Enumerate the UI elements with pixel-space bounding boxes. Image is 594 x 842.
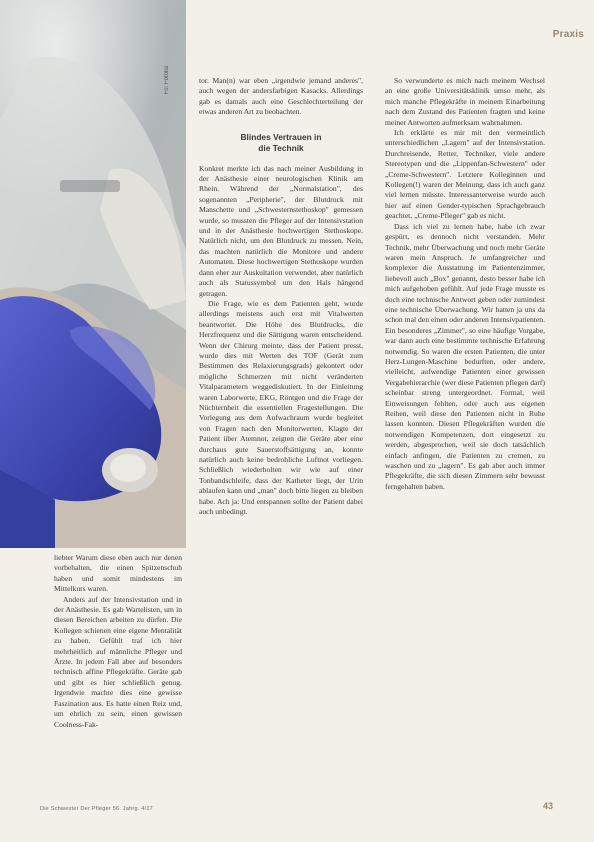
gloved-hand-illustration (0, 0, 186, 548)
paragraph: Die Frage, wie es dem Patienten geht, wurde allerdings meistens auch erst mit Vitalwerten beantwortet. Die Höhe des Blutdrucks, die Herzfrequenz und die Sättigung waren entscheidend. Wenn der Chirurg meinte, dass der Patient presst, wurde dies mit Werten des TOF (Gerät zum Bestimmen des Relaxierungsgrads) gekontert oder mögliche Schmerzen mit nicht veränderten Vitalparametern weggediskutiert. In der Einleitung waren Laborwerte, EKG, Röntgen und die Frage der Nüchternheit die essentiellen Fragestellungen. Die Vorlegung aus dem Aufwachraum wurde begleitet von Fragen nach den Monitorwerten. Klagte der Patient über Atemnot, zeigten die Geräte aber eine durchaus gute Sauerstoffsättigung an, konnte natürlich auch keine bedrohliche Luftnot vorliegen. Schließlich wiederholten wir wie auf einer Tonbandschleife, dass der Katheter liegt, der Urin ablaufen kann und „man" doch bitte liegen zu bleiben habe. Ach ja: Und entspannen sollte der Patient dabei auch unbedingt. (199, 298, 363, 517)
text-column-3 (385, 76, 545, 492)
subheading-line: Blindes Vertrauen in (240, 131, 322, 142)
text-column-2 (199, 76, 363, 517)
paragraph: Dass ich viel zu lernen habe, habe ich zwar gespürt, es dennoch nicht verstanden. Mehr Technik, mehr Überwachung und noch mehr Geräte waren mein Anspruch. Je umfangreicher und komplexer die Ausstattung im Patientenzimmer, liebevoll auch „Box" genannt, desto besser habe ich mich aufgehoben gefühlt. Auf jede Frage musste es doch eine technische Antwort geben oder zumindest eine technische Überwachung. Wir hatten ja uns da schon mal den einen oder anderen Intensivpatienten. Ein besonderes „Zimmer", so eine häufige Vorgabe, war dann auch eine bestimmte technische Erfahrung notwendig. So waren die ersten Patienten, die unter Herz-Lungen-Maschine bedurften, oder andere, vielleicht, aufwendige Patienten einer gewissen Vergabehierarchie (wer diese Patienten pflegen darf) scheinbar streng untergeordnet. Formal, weil Einweisungen fehlten, oder auch aus eigenen Reihen, weil diese den Patienten nicht in Ruhe lassen konnten. Diesen Pflegekräften wurden die notwendigen Kompetenzen, dort eingesetzt zu werden, abgesprochen, weil sie doch tatsächlich einfach anfingen, die Patienten zu cremen, zu waschen und zu „lagern". Es gab aber auch immer Pflegekräfte, die sich diesen Zimmern sehr bewusst ferngehalten haben. (385, 221, 545, 491)
section-subheading (199, 132, 363, 154)
paragraph: tor. Man(n) war eben „irgendwie jemand anderes", auch wegen der andersfarbigen Kasacks. Allerdings gab es damals auch eine Geschlechterteilung der etwas anderen Art zu beobachten. (199, 76, 363, 117)
text-column-1 (54, 553, 182, 730)
section-label: Praxis (552, 29, 584, 40)
section-header (470, 26, 594, 46)
paragraph: So verwunderte es mich nach meinem Wechsel an eine große Universitätsklinik umso mehr, als mich manche Pflegekräfte in meinem Einarbeitung nach dem Zustand des Patienten fragten und keine meiner Antworten aufmerksam wahrnahmen. (385, 76, 545, 127)
header-photo (0, 0, 186, 548)
page-number: 43 (543, 801, 554, 811)
paragraph: Konkret merkte ich das nach meiner Ausbildung in der Anästhesie einer neurologischen Klinik am Rhein. Während der „Normalstation", des sogenannten „Peripherie", der Blutdruck mit Manschette und „Schwesternstethoskop" gemessen wurde, so mussten die Pfleger auf der Intensivstation und in der Anästhesie hochwertigen Stethoskope. Natürlich nicht, um den Blutdruck zu messen. Nein, das machten natürlich die Monitore und andere Automaten. Diese hochwertigen Stethoskope wurden dann eher zur Auskultation verwendet, aber natürlich auch als Statussymbol um den Hals hängend getragen. (199, 163, 363, 298)
paragraph: Anders auf der Intensivstation und in der Anästhesie. Es gab Wartelisten, um in diesen Bereichen arbeiten zu dürfen. Die Kollegen schienen eine eigene Mentalität zu haben. Gefühlt traf ich hier mehrheitlich auf männliche Pfleger und Ärzte. In jedem Fall aber auf besonders technisch affine Pflegekräfte. Geräte gab und gibt es hier schließlich genug. Irgendwie machte dies eine gewisse Faszination aus. Es hatte einen Reiz und, um ehrlich zu sein, einen gewissen Coolness-Fak- (54, 594, 182, 729)
paragraph: Ich erklärte es mir mit den vermeintlich unterschiedlichen „Lagern" auf der Intensivstation. Durchreisende, Retter, Techniker, viele andere Stereotypen und die „Lippenfan-Schwestern" oder „Creme-Schwestern". Letztere Kolleginnen und Kollegen(!) waren der Meinung, dass ich auch ganz viel lernen müsste. Interessanterweise wurde auch hier auf einen Gender-typischen Sprachgebrauch geachtet, „Creme-Pfleger" gab es nicht. (385, 128, 545, 221)
photo-credit: Fo: Fotolia (164, 66, 170, 95)
footer-publication: Die Schwester Der Pfleger 56. Jahrg. 4/17 (40, 806, 153, 812)
paragraph: liebter Warum diese eben auch nur denen vorbehalten, die einen Spitzenschuh haben und somit mindestens im Mittelkurs waren. (54, 553, 182, 594)
subheading-line: die Technik (258, 142, 304, 153)
